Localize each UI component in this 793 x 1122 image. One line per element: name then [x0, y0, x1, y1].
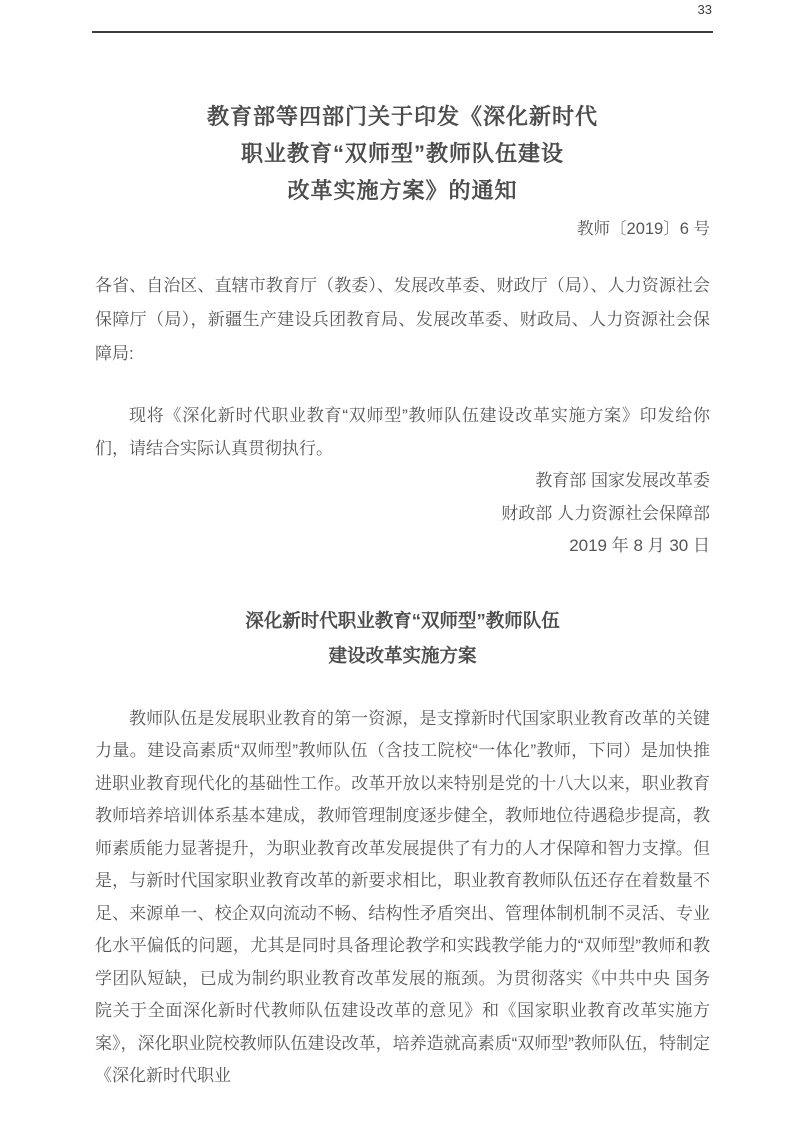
plan-heading — [95, 603, 710, 673]
transmittal-paragraph: 现将《深化新时代职业教育“双师型”教师队伍建设改革实施方案》印发给你们，请结合实际认真贯彻执行。 — [95, 406, 710, 458]
document-content — [95, 32, 710, 1093]
notice-title-line-2: 职业教育“双师型”教师队伍建设 — [240, 141, 564, 166]
plan-heading-line-2: 建设改革实施方案 — [328, 644, 477, 666]
doc-number: 教师〔2019〕6 号 — [577, 220, 710, 238]
plan-opening-paragraph: 教师队伍是发展职业教育的第一资源，是支撑新时代国家职业教育改革的关键力量。建设高素质“双师型”教师队伍（含技工院校“一体化”教师，下同）是加快推进职业教育现代化的基础性工作。改革开放以来特别是党的十八大以来，职业教育教师培养培训体系基本建成，教师管理制度逐步健全，教师地位待遇稳步提高，教师素质能力显著提升，为职业教育改革发展提供了有力的人才保障和智力支撑。但是，与新时代国家职业教育改革的新要求相比，职业教育教师队伍还存在着数量不足、来源单一、校企双向流动不畅、结构性矛盾突出、管理体制机制不灵活、专业化水平偏低的问题，尤其是同时具备理论教学和实践教学能力的“双师型”教师和教学团队短缺，已成为制约职业教育改革发展的瓶颈。为贯彻落实《中共中央 国务院关于全面深化新时代教师队伍建设改革的意见》和《国家职业教育改革实施方案》，深化职业院校教师队伍建设改革，培养造就高素质“双师型”教师队伍，特制定《深化新时代职业 — [95, 708, 710, 1085]
addressee-paragraph: 各省、自治区、直辖市教育厅（教委）、发展改革委、财政厅（局）、人力资源社会保障厅（局），新疆生产建设兵团教育局、发展改革委、财政局、人力资源社会保障局: — [95, 276, 710, 363]
signer-line-1: 教育部 国家发展改革委 — [535, 471, 710, 490]
plan-heading-line-1: 深化新时代职业教育“双师型”教师队伍 — [245, 609, 560, 631]
issue-date: 2019 年 8 月 30 日 — [569, 536, 710, 555]
signature-block — [95, 465, 710, 563]
notice-title — [95, 98, 710, 209]
notice-title-line-1: 教育部等四部门关于印发《深化新时代 — [206, 104, 598, 129]
page-number: 33 — [697, 2, 712, 17]
notice-title-line-3: 改革实施方案》的通知 — [287, 178, 518, 203]
signer-line-2: 财政部 人力资源社会保障部 — [501, 503, 710, 523]
